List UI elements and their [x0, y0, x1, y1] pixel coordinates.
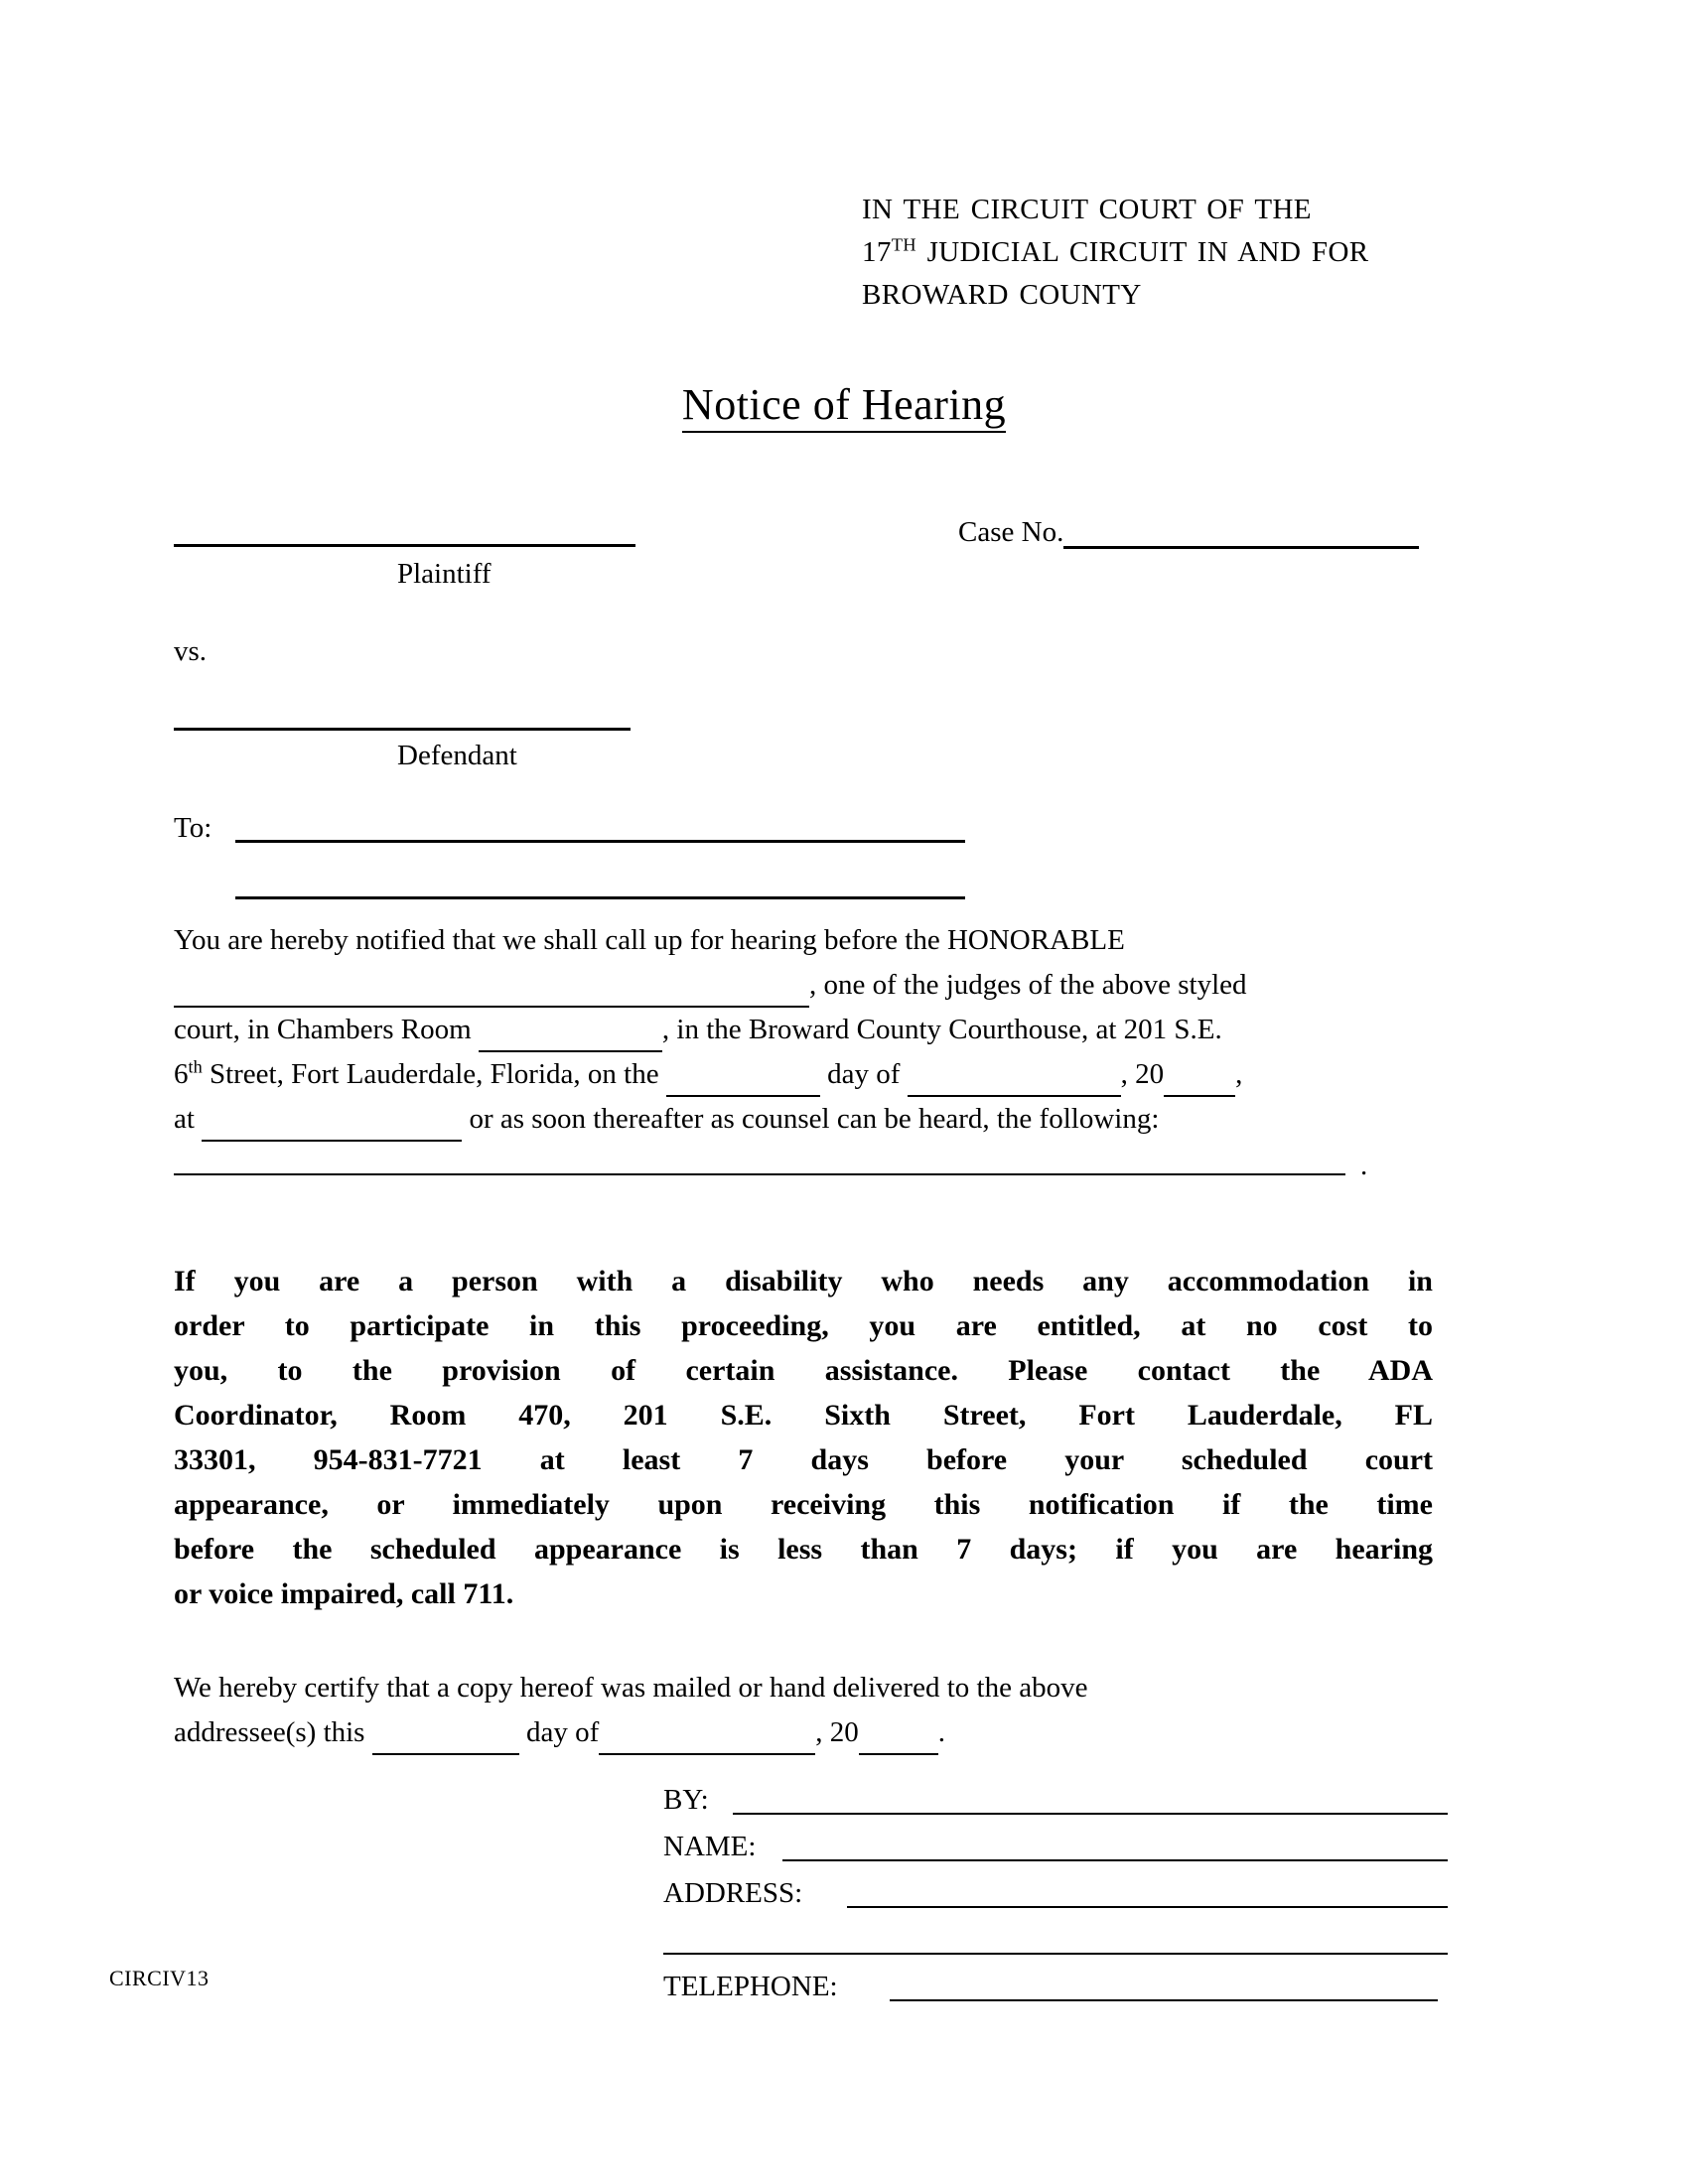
- ada-line-4: Coordinator, Room 470, 201 S.E. Sixth Street, Fort Lauderdale, FL: [174, 1399, 1433, 1432]
- plaintiff-name-input[interactable]: [174, 544, 635, 547]
- court-caption: [862, 189, 1458, 317]
- hearing-year-input[interactable]: [1164, 1071, 1235, 1097]
- court-caption-line-3: BROWARD COUNTY: [862, 279, 1142, 311]
- certificate-of-service: [174, 1666, 1345, 1755]
- certificate-year-input[interactable]: [859, 1729, 938, 1755]
- plaintiff-label: Plaintiff: [397, 558, 492, 590]
- body-line-2-text: , one of the judges of the above styled: [809, 969, 1247, 1001]
- certificate-date-label: addressee(s) this: [174, 1716, 365, 1748]
- chambers-room-input[interactable]: [479, 1026, 662, 1052]
- certificate-day-input[interactable]: [372, 1729, 519, 1755]
- certificate-day-of-label: day of: [525, 1716, 600, 1748]
- telephone-input[interactable]: [890, 1999, 1438, 2001]
- body-line-2: [174, 963, 1435, 1008]
- ada-line-7: before the scheduled appearance is less than 7 days; if you are hearing: [174, 1533, 1433, 1566]
- address-input-line-2[interactable]: [663, 1953, 1448, 1955]
- hearing-body-paragraph: [174, 918, 1435, 1142]
- address-input[interactable]: [847, 1906, 1448, 1908]
- certificate-month-input[interactable]: [599, 1729, 815, 1755]
- case-number-field: [958, 516, 1419, 549]
- ada-line-1: If you are a person with a disability who needs any accommodation in: [174, 1265, 1433, 1297]
- versus-label: vs.: [174, 635, 208, 667]
- address-label: ADDRESS:: [663, 1877, 803, 1909]
- ada-line-8: or voice impaired, call 711.: [174, 1577, 514, 1610]
- signature-address-row: [663, 1870, 1448, 1917]
- year-prefix: , 20: [1120, 1058, 1165, 1090]
- certificate-line-2: [174, 1710, 1345, 1755]
- circuit-number: 17: [862, 236, 892, 268]
- to-label: To:: [174, 812, 212, 844]
- body-line-1: You are hereby notified that we shall call up for hearing before the HONORABLE: [174, 924, 1125, 956]
- ada-line-3: you, to the provision of certain assistance. Please contact the ADA: [174, 1354, 1433, 1387]
- body-line-5-text: or as soon thereafter as counsel can be heard, the following:: [469, 1103, 1160, 1135]
- courthouse-address-text: , in the Broward County Courthouse, at 201 S.E.: [661, 1014, 1222, 1045]
- court-caption-line-1: IN THE CIRCUIT COURT OF THE: [862, 194, 1312, 225]
- street-ordinal-suffix: th: [188, 1056, 203, 1077]
- ada-line-6: appearance, or immediately upon receiving this notification if the time: [174, 1488, 1433, 1521]
- circuit-ordinal-suffix: TH: [891, 234, 916, 255]
- hearing-month-input[interactable]: [908, 1071, 1121, 1097]
- certificate-line-1: We hereby certify that a copy hereof was mailed or hand delivered to the above: [174, 1672, 1088, 1704]
- street-text: Street, Fort Lauderdale, Florida, on the: [202, 1058, 659, 1090]
- hearing-matter-input[interactable]: [174, 1173, 1345, 1175]
- ada-line-5: 33301, 954-831-7721 at least 7 days before your scheduled court: [174, 1443, 1433, 1476]
- hearing-matter-period: .: [1360, 1150, 1368, 1181]
- hearing-time-input[interactable]: [202, 1116, 462, 1142]
- body-line-5: [174, 1097, 1435, 1142]
- body-line-4: [174, 1052, 1435, 1097]
- case-number-label: Case No.: [958, 516, 1064, 548]
- name-input[interactable]: [782, 1859, 1448, 1861]
- defendant-name-input[interactable]: [174, 728, 631, 731]
- circuit-text: JUDICIAL CIRCUIT IN AND FOR: [915, 236, 1369, 268]
- line-4-comma: ,: [1235, 1058, 1243, 1090]
- case-number-input[interactable]: [1063, 520, 1419, 549]
- ada-line-2: order to participate in this proceeding, you are entitled, at no cost to: [174, 1309, 1433, 1342]
- certificate-period: .: [937, 1716, 945, 1748]
- signature-block: [663, 1777, 1448, 2010]
- certificate-year-prefix: , 20: [815, 1716, 859, 1748]
- ada-accommodation-notice: [174, 1259, 1433, 1616]
- to-input-line-1[interactable]: [235, 840, 965, 843]
- form-code: CIRCIV13: [109, 1966, 210, 1990]
- page-title: [0, 379, 1688, 430]
- judge-name-input[interactable]: [174, 982, 809, 1008]
- chambers-room-label: court, in Chambers Room: [174, 1014, 472, 1045]
- to-input-line-2[interactable]: [235, 896, 965, 899]
- signature-name-row: [663, 1824, 1448, 1870]
- hearing-day-input[interactable]: [666, 1071, 820, 1097]
- body-line-3: [174, 1008, 1435, 1052]
- day-of-label: day of: [827, 1058, 901, 1090]
- by-input[interactable]: [733, 1813, 1448, 1815]
- court-caption-line-2: [862, 231, 1458, 274]
- signature-telephone-row: [663, 1964, 1448, 2010]
- by-label: BY:: [663, 1784, 709, 1816]
- at-label: at: [174, 1103, 195, 1135]
- signature-by-row: [663, 1777, 1448, 1824]
- street-number: 6: [174, 1058, 189, 1090]
- page-title-text: Notice of Hearing: [682, 380, 1006, 433]
- defendant-label: Defendant: [397, 740, 517, 771]
- signature-address-row-2: [663, 1917, 1448, 1964]
- telephone-label: TELEPHONE:: [663, 1971, 838, 2002]
- name-label: NAME:: [663, 1831, 757, 1862]
